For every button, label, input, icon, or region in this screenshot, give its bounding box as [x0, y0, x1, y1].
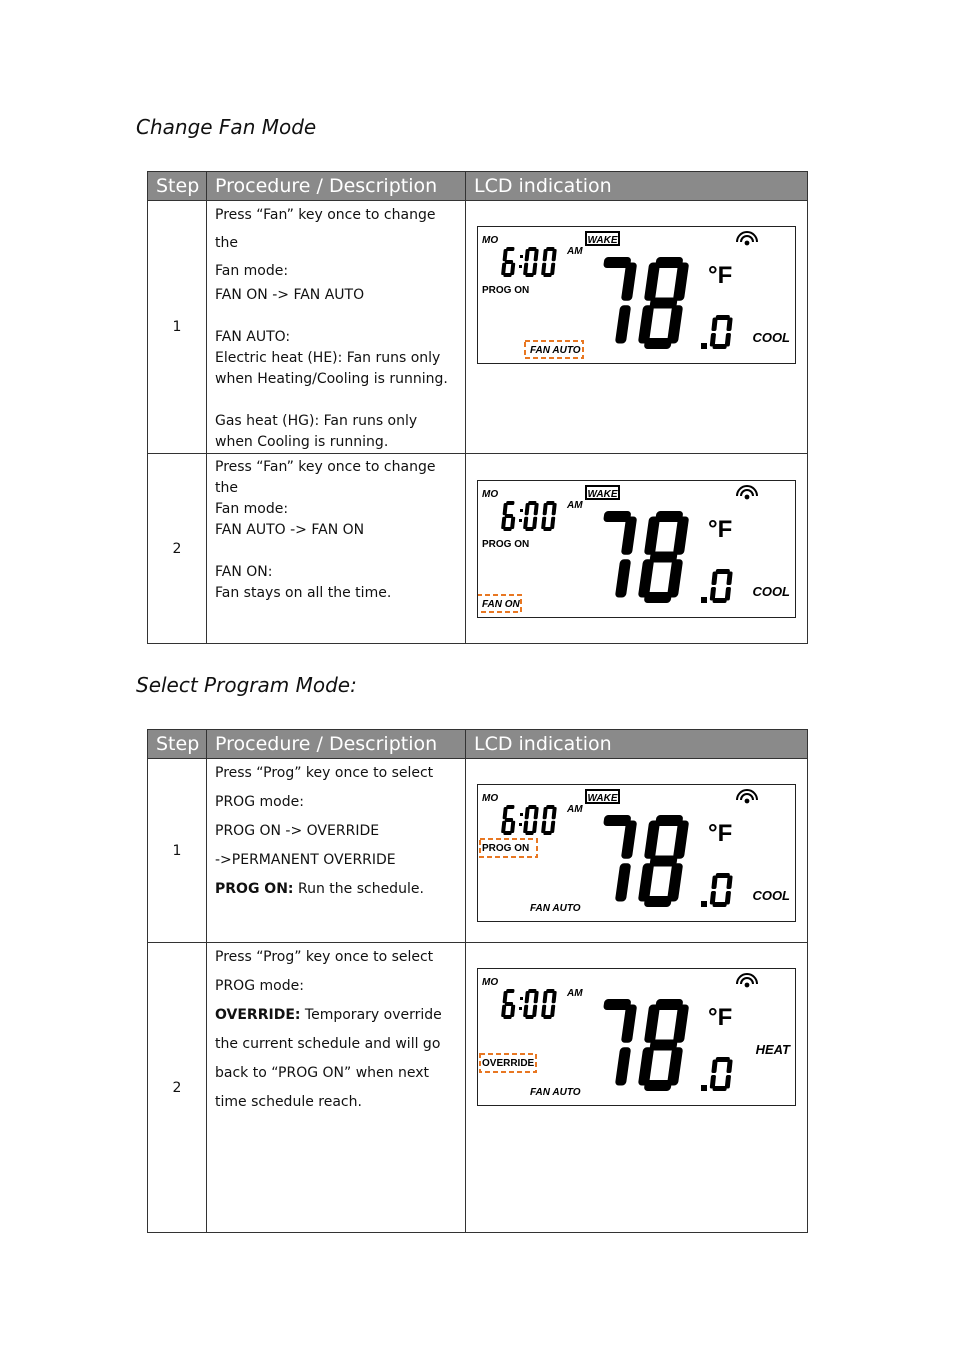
fan-mode-table — [147, 171, 808, 644]
lcd-time-digit — [541, 501, 557, 531]
lcd-temp-digit — [637, 511, 690, 603]
lcd-period: WAKE — [587, 489, 618, 500]
bold-term: PROG ON: — [215, 881, 294, 897]
lcd-time-colon — [519, 519, 522, 522]
step-description — [207, 943, 466, 1233]
lcd-decimal-digit — [709, 569, 733, 603]
lcd-temp-digit — [637, 999, 690, 1091]
lcd-day: MO — [482, 793, 499, 804]
lcd-decimal-point — [701, 1085, 707, 1091]
desc-line: Press “Fan” key once to change the — [215, 459, 436, 496]
lcd-time-digit — [501, 805, 517, 835]
fan-section-title: Change Fan Mode — [136, 115, 317, 139]
lcd-decimal-digit — [709, 315, 733, 349]
wireless-signal-icon — [737, 486, 757, 499]
desc-line: Press “Prog” key once to select — [215, 949, 434, 965]
lcd-ampm: AM — [567, 246, 583, 257]
lcd-time-digit — [523, 805, 539, 835]
prog-mode-table — [147, 729, 808, 1233]
table-header-row — [148, 172, 808, 201]
lcd-temp-digit — [637, 815, 690, 907]
lcd-time-digit — [501, 501, 517, 531]
term-description: Run the schedule. — [293, 881, 424, 897]
lcd-cell — [466, 759, 808, 943]
lcd-prog-label: OVERRIDE — [482, 1058, 535, 1069]
step-description — [207, 759, 466, 943]
desc-line: PROG mode: — [215, 978, 304, 994]
lcd-decimal-digit — [709, 1057, 733, 1091]
lcd-mode: COOL — [752, 584, 790, 599]
lcd-unit: °F — [708, 262, 733, 289]
lcd-time-colon — [519, 823, 522, 826]
wireless-signal-icon — [737, 974, 757, 987]
lcd-prog-label: PROG ON — [482, 285, 530, 296]
lcd-unit: °F — [708, 516, 733, 543]
desc-line: ->PERMANENT OVERRIDE — [215, 852, 396, 868]
lcd-time-colon — [520, 255, 523, 258]
desc-line: Gas heat (HG): Fan runs only when Cooling is running. — [215, 413, 418, 450]
table-row — [148, 201, 808, 454]
lcd-time-colon — [519, 265, 522, 268]
lcd-mode: COOL — [752, 888, 790, 903]
lcd-time-digit — [501, 247, 517, 277]
desc-line — [215, 1001, 457, 1117]
lcd-ampm: AM — [567, 500, 583, 511]
desc-line: FAN ON -> FAN AUTO — [215, 287, 365, 303]
lcd-decimal-point — [701, 343, 707, 349]
wireless-signal-icon — [737, 790, 757, 803]
header-procedure: Procedure / Description — [207, 172, 466, 201]
lcd-ampm: AM — [567, 988, 583, 999]
lcd-time-colon — [520, 997, 523, 1000]
step-number: 1 — [148, 759, 207, 943]
lcd-fan-label: FAN AUTO — [530, 1087, 581, 1098]
lcd-fan-label: FAN AUTO — [530, 903, 581, 914]
lcd-time-colon — [519, 1007, 522, 1010]
step-description — [207, 201, 466, 454]
lcd-display — [477, 480, 796, 618]
lcd-time-colon — [520, 813, 523, 816]
lcd-time-digit — [523, 989, 539, 1019]
desc-line: PROG mode: — [215, 794, 304, 810]
lcd-mode: HEAT — [755, 1042, 790, 1057]
lcd-prog-label: PROG ON — [482, 843, 530, 854]
lcd-cell — [466, 201, 808, 454]
lcd-temp-digit — [592, 999, 638, 1086]
lcd-time-digit — [523, 247, 539, 277]
step-number: 2 — [148, 943, 207, 1233]
desc-line: Electric heat (HE): Fan runs only when Heating/Cooling is running. — [215, 350, 448, 387]
lcd-temp-digit — [592, 815, 638, 902]
lcd-period: WAKE — [587, 793, 618, 804]
lcd-time-digit — [541, 247, 557, 277]
lcd-unit: °F — [708, 1004, 733, 1031]
desc-line: Fan mode: — [215, 501, 289, 517]
lcd-unit: °F — [708, 820, 733, 847]
lcd-display — [477, 968, 796, 1106]
header-lcd: LCD indication — [466, 730, 808, 759]
table-header-row — [148, 730, 808, 759]
lcd-time-digit — [501, 989, 517, 1019]
prog-section-title: Select Program Mode: — [136, 673, 357, 697]
desc-line: Fan mode: — [215, 263, 289, 279]
lcd-temp-digit — [592, 511, 638, 598]
lcd-day: MO — [482, 489, 499, 500]
desc-line: PROG ON -> OVERRIDE — [215, 823, 380, 839]
lcd-cell — [466, 943, 808, 1233]
desc-line: Press “Fan” key once to change the — [215, 207, 436, 251]
table-row — [148, 943, 808, 1233]
lcd-cell — [466, 454, 808, 644]
step-description — [207, 454, 466, 644]
term-description: Temporary override the current schedule and will go back to “PROG ON” when next time schedule reach. — [215, 1007, 442, 1110]
table-row — [148, 454, 808, 644]
header-procedure: Procedure / Description — [207, 730, 466, 759]
step-number: 1 — [148, 201, 207, 454]
lcd-display — [477, 784, 796, 922]
bold-term: OVERRIDE: — [215, 1007, 301, 1023]
lcd-mode: COOL — [752, 330, 790, 345]
lcd-ampm: AM — [567, 804, 583, 815]
desc-line: Fan stays on all the time. — [215, 585, 392, 601]
lcd-temp-digit — [637, 257, 690, 349]
desc-line: FAN AUTO: — [215, 329, 291, 345]
header-step: Step — [148, 730, 207, 759]
lcd-day: MO — [482, 977, 499, 988]
lcd-temp-digit — [592, 257, 638, 344]
desc-line — [215, 875, 457, 904]
wireless-signal-icon — [737, 232, 757, 245]
desc-line: FAN AUTO -> FAN ON — [215, 522, 365, 538]
desc-line: Press “Prog” key once to select — [215, 765, 434, 781]
lcd-period: WAKE — [587, 235, 618, 246]
header-step: Step — [148, 172, 207, 201]
lcd-fan-label: FAN AUTO — [530, 345, 581, 356]
lcd-decimal-point — [701, 901, 707, 907]
lcd-decimal-digit — [709, 873, 733, 907]
lcd-decimal-point — [701, 597, 707, 603]
table-row — [148, 759, 808, 943]
lcd-display — [477, 226, 796, 364]
step-number: 2 — [148, 454, 207, 644]
lcd-time-colon — [520, 509, 523, 512]
lcd-fan-label: FAN ON — [482, 599, 520, 610]
desc-line: FAN ON: — [215, 564, 273, 580]
header-lcd: LCD indication — [466, 172, 808, 201]
lcd-time-digit — [523, 501, 539, 531]
lcd-time-digit — [541, 805, 557, 835]
lcd-time-digit — [541, 989, 557, 1019]
lcd-prog-label: PROG ON — [482, 539, 530, 550]
lcd-day: MO — [482, 235, 499, 246]
